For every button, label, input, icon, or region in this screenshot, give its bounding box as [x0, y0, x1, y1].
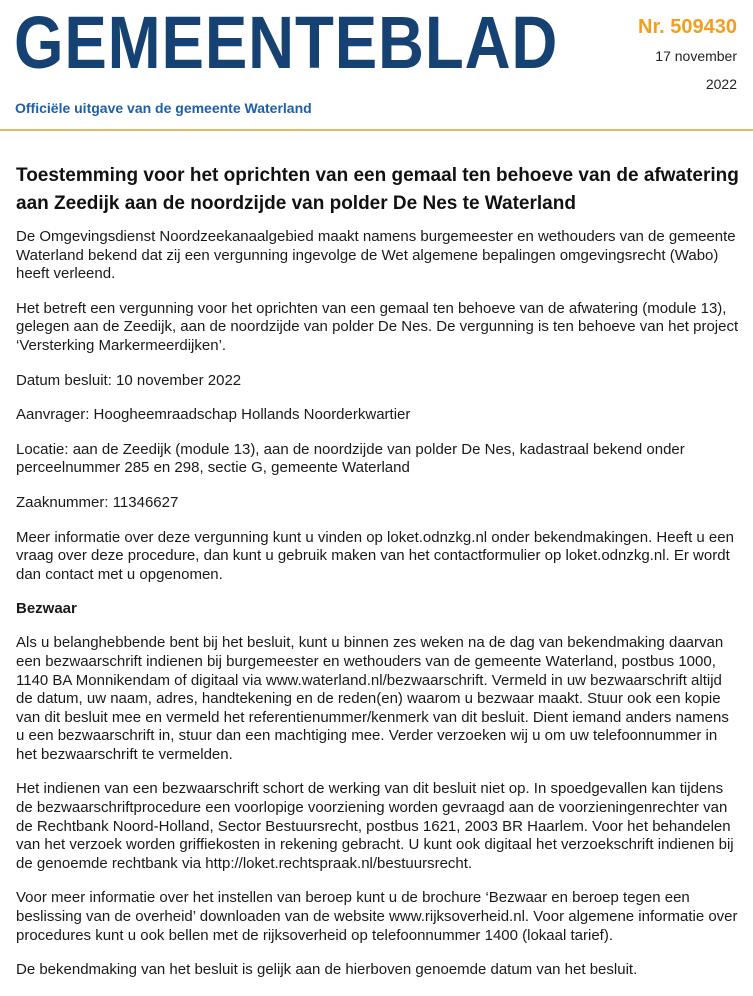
paragraph-case-number: Zaaknummer: 11346627: [16, 493, 179, 511]
paragraph-applicant: Aanvrager: Hoogheemraadschap Hollands Noorderkwartier: [16, 406, 411, 424]
paragraph-intro: De Omgevingsdienst Noordzeekanaalgebied maakt namens burgemeester en wethouders van de gemeente Waterland bekend dat zij een vergunning ingevolge de Wet algemene bepalingen omgevingsrecht (Wabo) heeft verleend.: [16, 228, 736, 283]
paragraph-more-info: Meer informatie over deze vergunning kunt u vinden op loket.odnzkg.nl onder bekendmakingen. Heeft u een vraag over deze procedure, dan kunt u gebruik maken van het contactformulier op loket.odnzkg.nl. Er wordt dan contact met u opgenomen.: [16, 528, 734, 583]
issue-info: [638, 17, 737, 98]
paragraph-appeal-info: Voor meer informatie over het instellen van beroep kunt u de brochure ‘Bezwaar en beroep tegen een beslissing van de overheid’ downloaden van de website www.rijksoverheid.nl. Voor algemene informatie over procedures kunt u ook bellen met de rijksoverheid op telefoonnummer 1400 (lokaal tarief).: [16, 889, 738, 944]
issue-date: 17 november: [655, 48, 737, 64]
issue-year: 2022: [705, 76, 737, 92]
article: [16, 162, 740, 996]
paragraph-location: Locatie: aan de Zeedijk (module 13), aan de noordzijde van polder De Nes, kadastraal bekend onder perceelnummer 285 en 298, sectie G, gemeente Waterland: [16, 440, 685, 477]
masthead: [0, 0, 753, 132]
paragraph-objection: Als u belanghebbende bent bij het besluit, kunt u binnen zes weken na de dag van bekendmaking daarvan een bezwaarschrift indienen bij burgemeester en wethouders van de gemeente Waterland, postbus 1000, 1140 BA Monnikendam of digitaal via www.waterland.nl/bezwaarschrift. Vermeld in uw bezwaarschrift altijd de datum, uw naam, adres, handtekening en de reden(en) waarom u bezwaar maakt. Stuur ook een kopie van dit besluit mee en vermeld het referentienummer/kenmerk van dit besluit. Dient iemand anders namens u een bezwaarschrift in, stuur dan een machtiging mee. Verder verzoeken wij u om uw telefoonnummer in het bezwaarschrift te vermelden.: [16, 634, 729, 763]
section-heading-bezwaar: Bezwaar: [16, 600, 77, 618]
publication-title: GEMEENTEBLAD: [14, 1, 559, 84]
publication-subtitle: Officiële uitgave van de gemeente Waterland: [15, 100, 312, 116]
article-title: Toestemming voor het oprichten van een gemaal ten behoeve van de afwatering aan Zeedijk aan de noordzijde van polder De Nes te Waterland: [16, 165, 739, 214]
paragraph-decision-date: Datum besluit: 10 november 2022: [16, 371, 242, 389]
paragraph-description: Het betreft een vergunning voor het oprichten van een gemaal ten behoeve van de afwatering (module 13), gelegen aan de Zeedijk, aan de noordzijde van polder De Nes. De vergunning is ten behoeve van het project ‘Versterking Markermeerdijken’.: [16, 299, 739, 354]
paragraph-publication-date: De bekendmaking van het besluit is gelijk aan de hierboven genoemde datum van het besluit.: [16, 961, 638, 979]
header-divider: [0, 129, 753, 131]
paragraph-provisional-relief: Het indienen van een bezwaarschrift schort de werking van dit besluit niet op. In spoedgevallen kan tijdens de bezwaarschriftprocedure een voorlopige voorziening worden gevraagd aan de voorzieningenrechter van de Rechtbank Noord-Holland, Sector Bestuursrecht, postbus 1621, 2003 BR Haarlem. Voor het behandelen van het verzoek worden griffiekosten in rekening gebracht. U kunt ook digitaal het verzoekschrift indienen bij de genoemde rechtbank via http://loket.rechtspraak.nl/bestuursrecht.: [16, 780, 734, 872]
issue-number: Nr. 509430: [638, 16, 737, 38]
